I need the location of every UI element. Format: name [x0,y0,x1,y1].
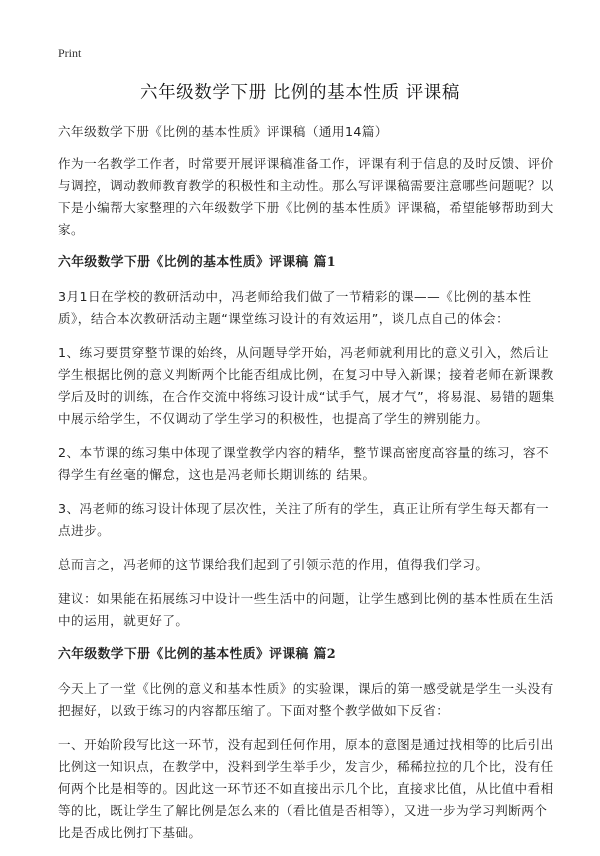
document-title: 六年级数学下册 比例的基本性质 评课稿 [139,83,461,103]
paragraph: 1、练习要贯穿整节课的始终，从问题导学开始，冯老师就利用比的意义引入，然后让学生根据比例的意义判断两个比能否组成比例，在复习中导入新课；接着老师在新课教学后及时的训练，在合作交流中将练习设计成“试手气，展才气”，将易混、易错的题集中展示给学生，不仅调动了学生学习的积极性，也提高了学生的辨别能力。 [58,345,555,426]
paragraph: 今天上了一堂《比例的意义和基本性质》的实验课，课后的第一感受就是学生一头没有把握好，以致于练习的内容都压缩了。下面对整个教学做如下反省： [58,681,554,718]
paragraph: 2、本节课的练习集中体现了课堂教学内容的精华，整节课高密度高容量的练习，容不得学生有丝毫的懈怠，这也是冯老师长期训练的 结果。 [58,445,550,482]
section-heading: 六年级数学下册《比例的基本性质》评课稿 篇1 [58,255,337,270]
document-subtitle: 六年级数学下册《比例的基本性质》评课稿（通用14篇） [58,124,388,139]
paragraph: 一、开始阶段写比这一环节，没有起到任何作用，原本的意图是通过找相等的比后引出比例这一知识点，在教学中，没料到学生举手少，发言少，稀稀拉拉的几个比，没有任何两个比是相等的。因此这一环节还不如直接出示几个比，直接求比值，从比值中看相等的比，既让学生了解比例是怎么来的（看比值是否相等），又进一步为学习判断两个比是否成比例打下基础。 [58,737,554,840]
paragraph: 3、冯老师的练习设计体现了层次性，关注了所有的学生，真正让所有学生每天都有一点进步。 [58,501,550,538]
intro-paragraph: 作为一名教学工作者，时常要开展评课稿准备工作，评课有利于信息的及时反馈、评价与调控，调动教师教育教学的积极性和主动性。那么写评课稿需要注意哪些问题呢？以下是小编帮大家整理的六年级数学下册《比例的基本性质》评课稿，希望能够帮助到大家。 [58,156,554,237]
paragraph: 建议：如果能在拓展练习中设计一些生活中的问题，让学生感到比例的基本性质在生活中的运用，就更好了。 [58,591,554,628]
paragraph: 3月1日在学校的教研活动中，冯老师给我们做了一节精彩的课——《比例的基本性质》，结合本次教研活动主题“课堂练习设计的有效运用”，谈几点自己的体会： [58,289,532,326]
section-heading: 六年级数学下册《比例的基本性质》评课稿 篇2 [58,647,337,662]
print-link[interactable]: Print [58,46,82,60]
document-body [58,121,558,856]
paragraph: 总而言之，冯老师的这节课给我们起到了引领示范的作用，值得我们学习。 [58,557,489,572]
